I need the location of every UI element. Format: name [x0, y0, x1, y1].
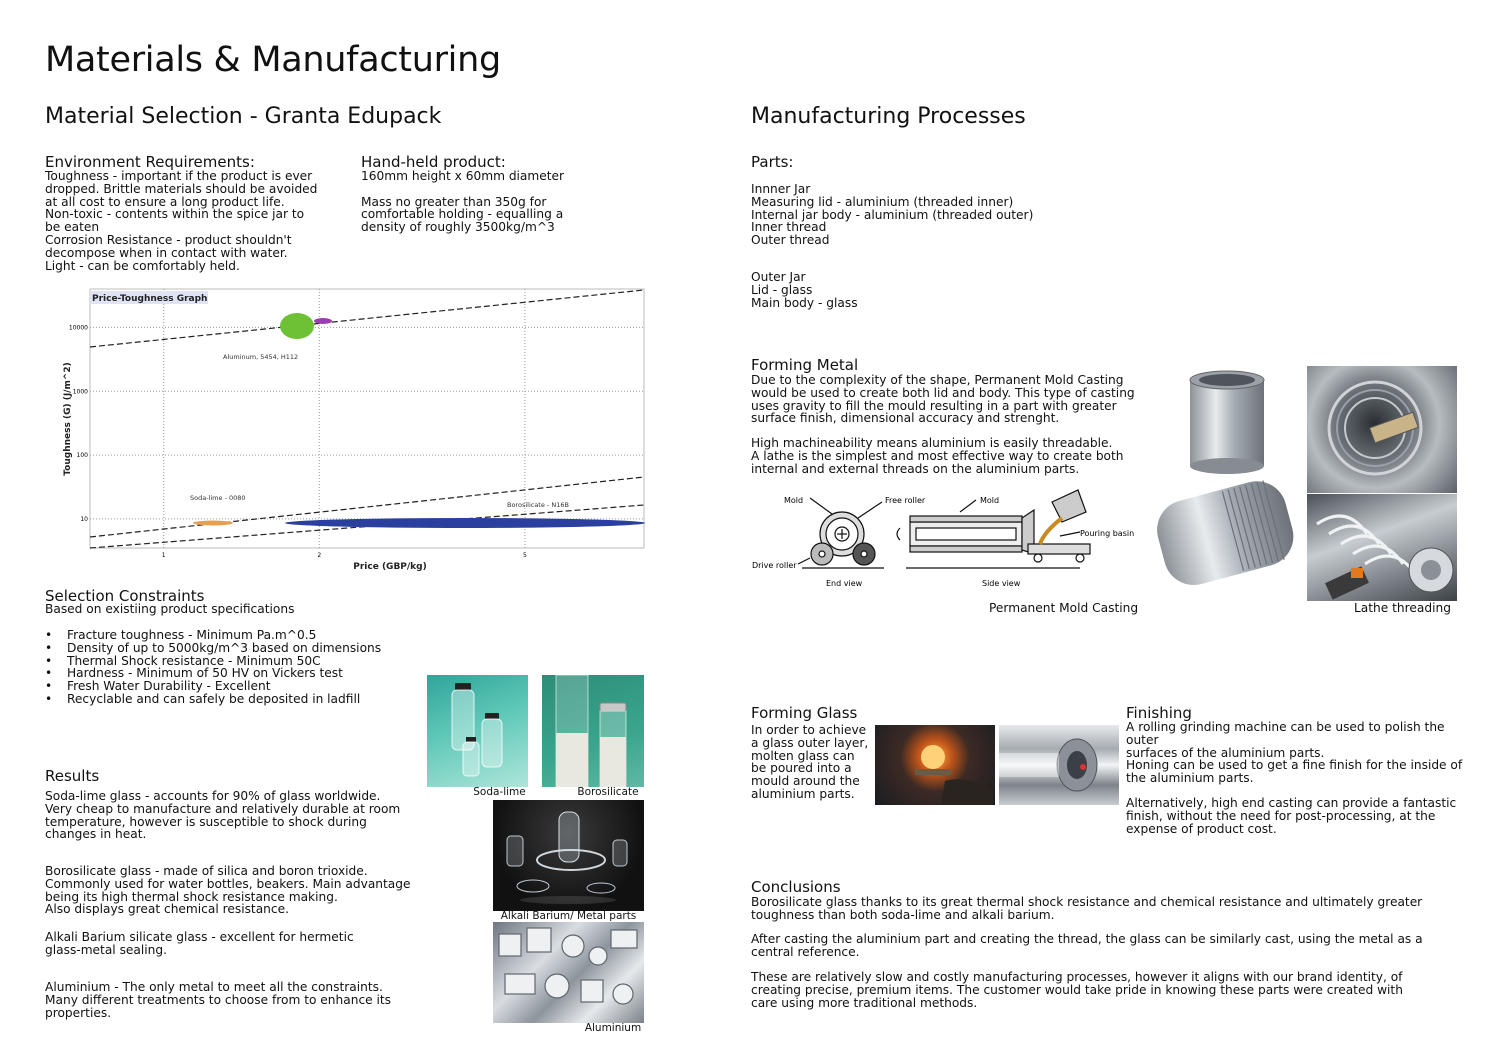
- soda-lime-point-label: Soda-lime - 0080: [190, 494, 246, 502]
- label-end-view: End view: [826, 579, 863, 588]
- constraint-item: • Hardness - Minimum of 50 HV on Vickers test: [45, 667, 425, 680]
- permanent-mold-casting-diagram: [750, 488, 1140, 592]
- soda-lime-caption: Soda-lime: [473, 786, 526, 798]
- finishing-text-1: A rolling grinding machine can be used to polish the outer surfaces of the aluminium parts.: [1126, 720, 1445, 760]
- constraint-item: • Density of up to 5000kg/m^3 based on dimensions: [45, 642, 425, 655]
- y-tick-label: 1000: [72, 388, 88, 396]
- lathe-internal-thread-photo: [1307, 366, 1457, 493]
- constraints-list: [45, 629, 425, 706]
- borosilicate-point-label: Borosilicate - N16B: [507, 501, 569, 509]
- lathe-external-thread-photo: [1307, 494, 1457, 601]
- result-borosilicate: Borosilicate glass - made of silica and boron trioxide. Commonly used for water bottles, beakers. Main advantage being its high thermal shock resistance making. Also displays great chemical resistance.: [45, 864, 411, 917]
- aluminium-variant-bubble: [314, 318, 332, 324]
- aluminium-caption: Aluminium: [584, 1022, 642, 1034]
- x-axis-label: Price (GBP/kg): [353, 562, 427, 572]
- x-tick-label: 5: [523, 552, 527, 559]
- y-tick-label: 10: [80, 515, 88, 523]
- finishing-text-2: Honing can be used to get a fine finish for the inside of the aluminium parts.: [1126, 758, 1463, 785]
- constraint-item: • Fracture toughness - Minimum Pa.m^0.5: [45, 629, 425, 642]
- soda-lime-jars-photo: [427, 675, 528, 787]
- x-tick-labels: [162, 552, 527, 559]
- conclusions-text-2: After casting the aluminium part and creating the thread, the glass can be similarly cast, using the metal as a central reference.: [751, 932, 1423, 959]
- x-tick-label: 1: [161, 552, 166, 559]
- finishing-text-3: Alternatively, high end casting can provide a fantastic finish, without the need for post-processing, at the expense of product cost.: [1126, 796, 1457, 836]
- inner-jar-parts: Innner Jar Measuring lid - aluminium (threaded inner) Internal jar body - aluminium (threaded outer) Inner thread Outer thread: [751, 182, 1034, 248]
- casting-caption: Permanent Mold Casting: [989, 601, 1139, 615]
- constraints-heading: Selection Constraints: [45, 587, 205, 605]
- soda-lime-bubble: [193, 521, 233, 526]
- constraint-item: • Thermal Shock resistance - Minimum 50C: [45, 655, 425, 668]
- x-tick-label: 2: [317, 552, 322, 559]
- label-free-roller: Free roller: [885, 496, 926, 505]
- lathe-caption: Lathe threading: [1354, 601, 1451, 615]
- borosilicate-jars-photo: [542, 675, 644, 787]
- y-axis-label: Toughness (G) (J/m^2): [63, 362, 73, 476]
- handheld-heading: Hand-held product:: [361, 153, 506, 171]
- result-alkali-barium: Alkali Barium silicate glass - excellent for hermetic glass-metal sealing.: [45, 930, 354, 957]
- alkali-barium-caption: Alkali Barium/ Metal parts: [500, 910, 637, 922]
- material-selection-heading: Material Selection - Granta Edupack: [45, 104, 442, 129]
- result-soda-lime: Soda-lime glass - accounts for 90% of glass worldwide. Very cheap to manufacture and relatively durable at room temperature, however is susceptible to shock during changes in heat.: [45, 789, 401, 842]
- results-heading: Results: [45, 767, 100, 785]
- aluminium-parts-photo: [1150, 366, 1302, 606]
- parts-heading: Parts:: [751, 153, 794, 171]
- forming-metal-text-1: Due to the complexity of the shape, Permanent Mold Casting would be used to create both lid and body. This type of casting uses gravity to fill the mould resulting in a part with greater surface finish, dimensional accuracy and strenght.: [751, 373, 1135, 426]
- borosilicate-bubble: [285, 518, 645, 528]
- aluminium-bubble: [280, 313, 314, 339]
- handheld-text: 160mm height x 60mm diameter Mass no greater than 350g for comfortable holding - equalling a density of roughly 3500kg/m^3: [361, 169, 565, 235]
- constraint-item: • Recyclable and can safely be deposited in ladfill: [45, 693, 425, 706]
- price-toughness-chart: [60, 287, 650, 577]
- manufacturing-processes-heading: Manufacturing Processes: [751, 104, 1026, 129]
- forming-metal-text-2: High machineability means aluminium is easily threadable. A lathe is the simplest and most effective way to create both internal and external threads on the aluminium parts.: [751, 436, 1124, 476]
- outer-jar-parts: Outer Jar Lid - glass Main body - glass: [751, 270, 858, 310]
- conclusions-text-3: These are relatively slow and costly manufacturing processes, however it aligns with our brand identity, of creating precise, premium items. The customer would take pride in knowing these parts were created with care using more traditional methods.: [751, 970, 1403, 1010]
- borosilicate-caption: Borosilicate: [577, 786, 639, 798]
- label-mold: Mold: [784, 496, 804, 505]
- conclusions-text-1: Borosilicate glass thanks to its great thermal shock resistance and chemical resistance and ultimately greater toughness than both soda-lime and alkali barium.: [751, 895, 1423, 922]
- aluminium-profiles-photo: [493, 922, 644, 1023]
- chart-title: Price-Toughness Graph: [92, 294, 208, 304]
- molten-glass-photo: [875, 725, 995, 805]
- environment-heading: Environment Requirements:: [45, 153, 255, 171]
- aluminium-point-label: Aluminum, 5454, H112: [223, 353, 299, 361]
- y-tick-label: 100: [76, 452, 88, 460]
- constraint-item: • Fresh Water Durability - Excellent: [45, 680, 425, 693]
- label-side-view: Side view: [982, 579, 1021, 588]
- label-pouring-basin: Pouring basin: [1080, 529, 1135, 538]
- alkali-barium-parts-photo: [493, 800, 644, 911]
- page-title: Materials & Manufacturing: [45, 40, 501, 80]
- forming-metal-heading: Forming Metal: [751, 356, 859, 374]
- forming-glass-text: In order to achieve a glass outer layer, molten glass can be poured into a mould around the aluminium parts.: [751, 723, 869, 801]
- environment-text: Toughness - important if the product is ever dropped. Brittle materials should be avoided at all cost to ensure a long product life. Non-toxic - contents within the spice jar to be eaten Corrosion Resistance - product shouldn't decompose when in contact with water. Light - can be comfortably held.: [45, 169, 318, 273]
- y-tick-label: 10000: [68, 324, 88, 332]
- constraints-intro: Based on existiing product specifications: [45, 602, 295, 616]
- label-drive-roller: Drive roller: [752, 561, 797, 570]
- label-mold-side: Mold: [980, 496, 1000, 505]
- grinding-machine-photo: [999, 725, 1119, 805]
- finishing-heading: Finishing: [1126, 704, 1192, 722]
- forming-glass-heading: Forming Glass: [751, 704, 858, 722]
- result-aluminium: Aluminium - The only metal to meet all the constraints. Many different treatments to choose from to enhance its properties.: [45, 980, 392, 1020]
- conclusions-heading: Conclusions: [751, 878, 841, 896]
